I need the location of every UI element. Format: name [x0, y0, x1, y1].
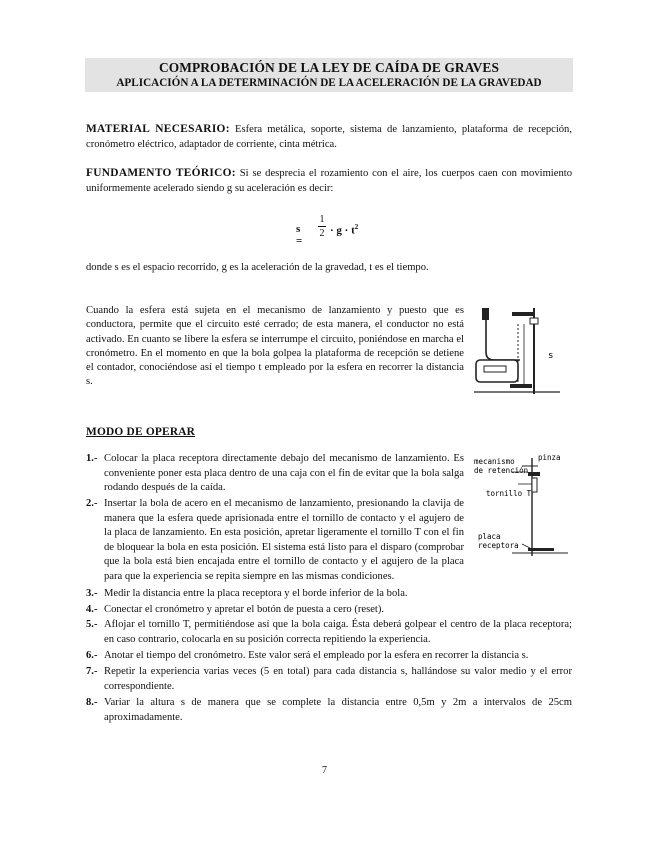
- modo-heading: MODO DE OPERAR: [86, 426, 196, 438]
- step-number: 3.-: [86, 588, 98, 599]
- step-text: Insertar la bola de acero en el mecanismo de lanzamiento, presionando la clavija de manera que la esfera quede aprisionada entre el tornillo de contacto y el agujero de la placa de lanzamiento. En esta posición, apretar ligeramente el tornillo T con el fin de bloquear la bola en esta posición. El sistema está listo para el disparo (comprobar que la bola está bien encajada entre el tornillo de contacto y el agujero de la placa para que la experiencia se repita siempre en las mismas condiciones.: [104, 498, 464, 582]
- receptor-plate: [528, 548, 554, 551]
- step-text: Anotar el tiempo del cronómetro. Este valor será el empleado por la esfera en recorrer la distancia s.: [104, 650, 529, 661]
- clamp: [528, 472, 540, 476]
- formula-denominator: 2: [319, 228, 325, 239]
- label-receptora: receptora: [478, 541, 519, 550]
- material-text: Esfera metálica, soporte, sistema de lanzamiento, plataforma de recepción, cronómetro eléctrico, adaptador de corriente, cinta métrica.: [86, 124, 572, 150]
- launch-mechanism: [530, 318, 538, 324]
- step-number: 8.-: [86, 697, 98, 708]
- step-7: [86, 665, 572, 694]
- material-section: [86, 122, 572, 152]
- distance-s-label: s: [548, 351, 554, 361]
- material-heading: MATERIAL NECESARIO:: [86, 123, 230, 135]
- page-number: 7: [322, 765, 327, 776]
- step-number: 2.-: [86, 498, 98, 509]
- label-placa: placa: [478, 532, 501, 541]
- step-text: Medir la distancia entre la placa receptora y el borde inferior de la bola.: [104, 588, 408, 599]
- step-3: [86, 587, 572, 602]
- fundamento-section: [86, 166, 572, 196]
- step-number: 5.-: [86, 619, 98, 630]
- step-5: [86, 618, 572, 647]
- formula-rhs: [330, 223, 358, 237]
- step-6: [86, 649, 572, 664]
- step-1: [86, 452, 464, 496]
- fundamento-text: Si se desprecia el rozamiento con el aire, los cuerpos caen con movimiento uniformemente acelerado siendo g su aceleración es decir:: [86, 168, 572, 194]
- step-text: Variar la altura s de manera que se complete la distancia entre 0,5m y 2m a intervalos de 25cm aproximadamente.: [104, 697, 572, 723]
- label-mecanismo: mecanismo: [474, 457, 515, 466]
- step-text: Conectar el cronómetro y apretar el botón de puesta a cero (reset).: [104, 604, 385, 615]
- placa-pointer: [522, 544, 530, 548]
- step-number: 4.-: [86, 604, 98, 615]
- step-4: [86, 603, 572, 618]
- document-title: COMPROBACIÓN DE LA LEY DE CAÍDA DE GRAVES: [158, 60, 500, 75]
- clip-block: [482, 308, 489, 320]
- reception-platform: [510, 384, 532, 388]
- document-subtitle: APLICACIÓN A LA DETERMINACIÓN DE LA ACELERACIÓN DE LA GRAVEDAD: [116, 77, 542, 89]
- step-text: Aflojar el tornillo T, permitiéndose así que la bola caiga. Ésta deberá golpear el centro de la placa receptora; en caso contrario, colocarla en su posición correcta repitiendo la experiencia.: [104, 619, 572, 645]
- formula-rhs-text: · g · t: [330, 224, 355, 237]
- step-text: Colocar la placa receptora directamente debajo del mecanismo de lanzamiento. Es conveniente poner esta placa dentro de una caja con el fin de evitar que la bola salga rodando después de la caída.: [104, 453, 464, 494]
- formula-lhs: s =: [296, 223, 303, 247]
- fundamento-heading: FUNDAMENTO TEÓRICO:: [86, 167, 236, 179]
- label-tornillo: tornillo T: [486, 489, 532, 498]
- launch-plate: [512, 312, 534, 316]
- label-pinza: pinza: [538, 453, 561, 462]
- step-number: 1.-: [86, 453, 98, 464]
- chronometer-display: [484, 366, 506, 372]
- step-number: 7.-: [86, 666, 98, 677]
- step-text: Repetir la experiencia varias veces (5 en total) para cada distancia s, hallándose su valor medio y el error correspondiente.: [104, 666, 572, 692]
- launch-apparatus-diagram: [470, 298, 574, 398]
- formula-fraction: [318, 214, 326, 239]
- circuit-paragraph: Cuando la esfera está sujeta en el mecanismo de lanzamiento y puesto que es conductora, permite que el circuito esté cerrado; de esta manera, el conductor no está activado. En cuanto se libere la esfera se interrumpe el circuito, poniéndose en marcha el cronómetro. En el momento en que la bola golpea la plataforma de recepción se detiene el contador, conociéndose así el tiempo t empleado por la esfera en recorrer la distancia s.: [86, 305, 464, 388]
- title-box: [85, 58, 573, 92]
- formula-explanation: donde s es el espacio recorrido, g es la aceleración de la gravedad, t es el tiempo.: [86, 262, 429, 273]
- formula-numerator: 1: [319, 214, 325, 225]
- cable: [486, 320, 520, 360]
- fraction-bar: [318, 226, 326, 227]
- step-8: [86, 696, 572, 725]
- setup-diagram: [472, 452, 572, 562]
- step-2: [86, 497, 464, 585]
- modo-section: [86, 425, 572, 440]
- retention-mechanism: [532, 478, 537, 492]
- step-number: 6.-: [86, 650, 98, 661]
- formula-exponent: 2: [354, 223, 359, 231]
- label-retencion: de retención: [474, 466, 529, 475]
